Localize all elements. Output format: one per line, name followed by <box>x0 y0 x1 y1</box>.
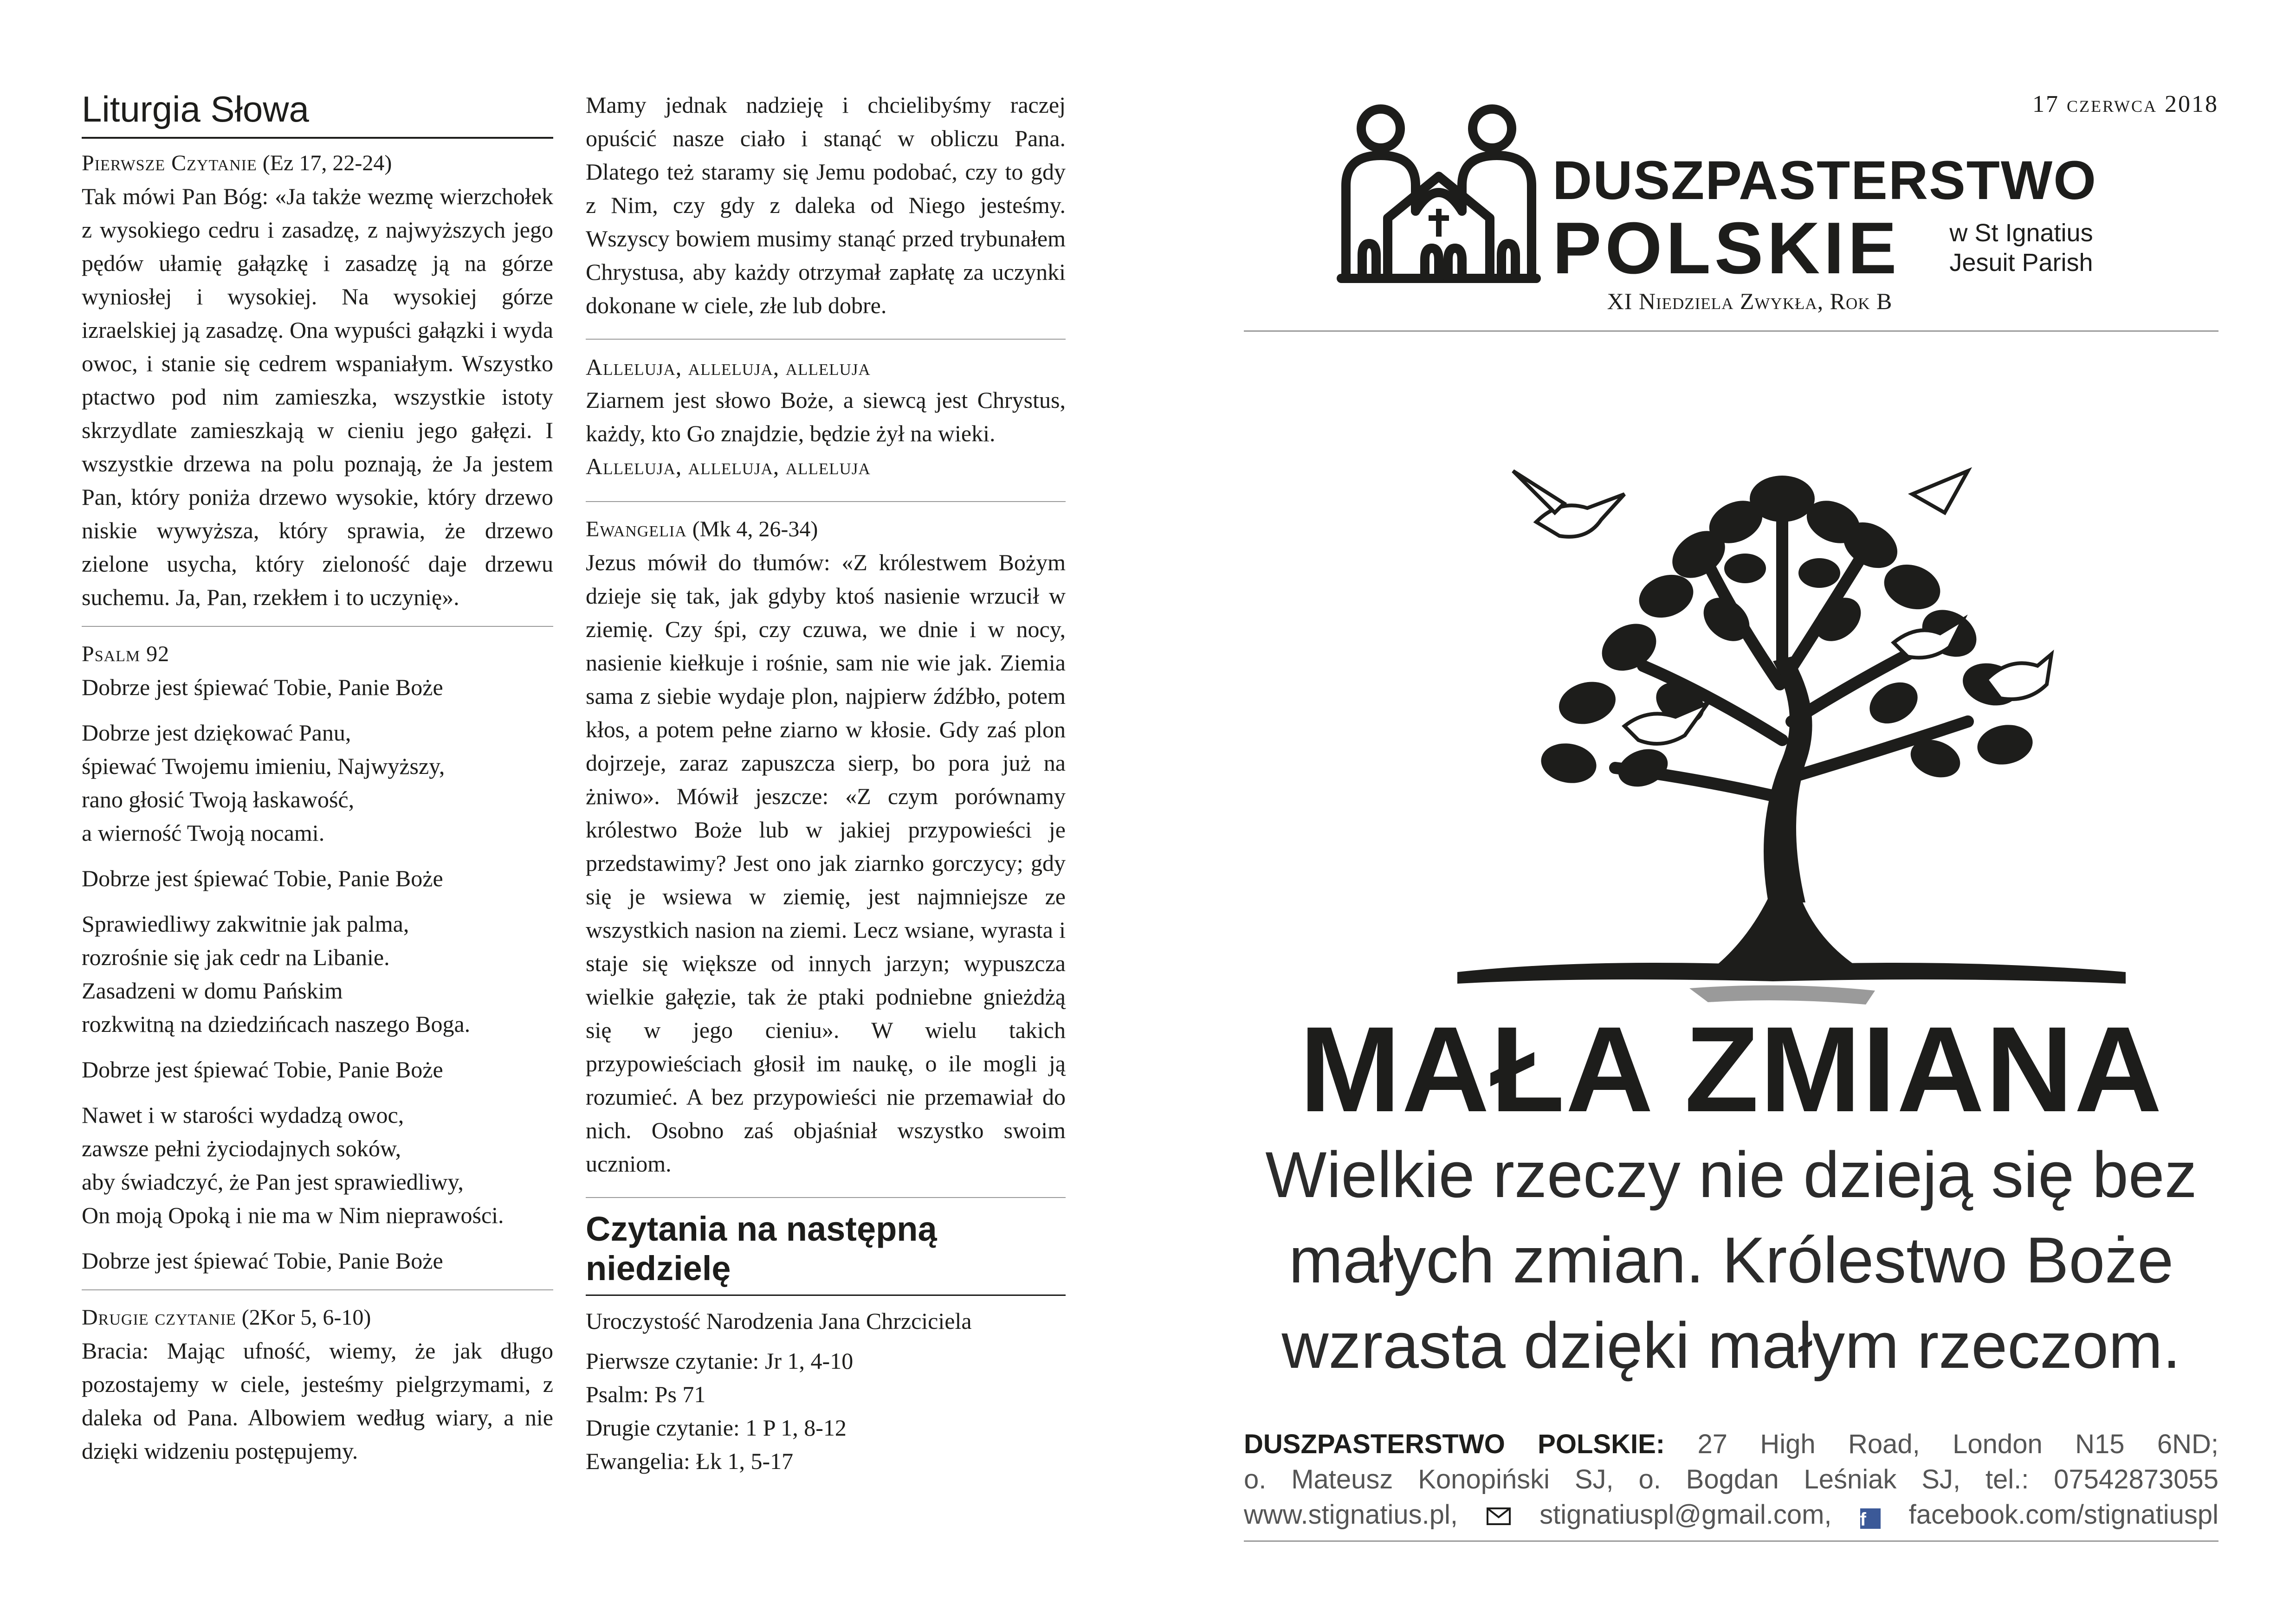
headline: MAŁA ZMIANA <box>1299 1001 2163 1137</box>
email-link[interactable] <box>1486 1500 1860 1530</box>
facebook-icon: f <box>1860 1508 1881 1529</box>
tagline: Wielkie rzeczy nie dzieją się bez małych zmian. Królestwo Boże wzrasta dzięki małym rzeczom. <box>1265 1138 2197 1382</box>
reading2-continued: Mamy jednak nadzieję i chcielibyśmy raczej opuścić nasze ciało i stanąć w obliczu Pana. Dlatego też staramy się Jemu podobać, czy to gdy z Nim, czy gdy z daleka od Niego jesteśmy. Wszyscy bowiem musimy stanąć przed trybunałem Chrystusa, aby każdy otrzymał zapłatę za uczynki dokonane w ciele, złe lub dobre. <box>586 92 1066 318</box>
liturgy-title: Liturgia Słowa <box>82 88 553 139</box>
psalm-line: aby świadczyć, że Pan jest sprawiedliwy, <box>82 1169 464 1195</box>
divider <box>82 626 553 627</box>
next-reading-item: Pierwsze czytanie: Jr 1, 4-10 <box>586 1348 854 1374</box>
alleluia-text: Ziarnem jest słowo Boże, a siewcą jest Chrystus, każdy, kto Go znajdzie, będzie żył na wieki. <box>586 387 1066 446</box>
gospel-text: Jezus mówił do tłumów: «Z królestwem Bożym dzieje się tak, jak gdyby ktoś nasienie wrzucił w ziemię. Czy śpi, czy czuwa, we dnie i w nocy, nasienie kiełkuje i rośnie, sam nie wie jak. Ziemia sama z siebie wydaje plon, najpierw źdźbło, potem kłos, a potem pełne ziarno w kłosie. Gdy zaś plon dojrzeje, zaraz zapuszcza sierp, bo pora już na żniwo». Mówił jeszcze: «Z czym porównamy królestwo Boże lub w jakiej przypowieści je przedstawimy? Jest ono jak ziarnko gorczycy; gdy się je wsiewa w ziemię, jest najmniejsze ze wszystkich nasion na ziemi. Lecz wsiane, wyrasta i staje się większe od innych jarzyn; wypuszcza wielkie gałęzie, tak że ptaki podniebne gnieżdżą się w jego cieniu». W wielu takich przypowieściach głosił im naukę, o ile mogli ją rozumieć. A bez przypowieści nie przemawiał do nich. Osobno zaś objaśniał wszystko swoim uczniom. <box>586 549 1066 1177</box>
contact-line-address <box>1244 1427 2218 1462</box>
alleluia-label: Alleluja, alleluja, alleluja <box>586 354 871 380</box>
reading1-ref: (Ez 17, 22-24) <box>262 151 392 175</box>
gospel-header <box>586 513 1066 546</box>
reading1-text: Tak mówi Pan Bóg: «Ja także wezmę wierzchołek z wysokiego cedru i zasadzę, z najwyższych jego pędów ułamię gałązkę i zasadzę ją na górze wyniosłej i wysokiej. Na wysokiej górze izraelskiej ją zasadzę. Ona wypuści gałązki i wyda owoc, i stanie się cedrem wspaniałym. Wszystko ptactwo pod nim zamieszka, wszystkie istoty skrzydlate zamieszkają w cieniu jego gałęzi. I wszystkie drzewa na polu poznają, że Ja jestem Pan, który poniża drzewo wysokie, który drzewo niskie wywyższa, który sprawia, że drzewo zielone usycha, który zieloność daje drzewu suchemu. Ja, Pan, rzekłem i to uczynię». <box>82 183 553 610</box>
psalm-line: On moją Opoką i nie ma w Nim nieprawości. <box>82 1202 504 1228</box>
contact-block <box>1244 1427 2218 1533</box>
alleluia-closing: Alleluja, alleluja, alleluja <box>586 453 871 479</box>
divider <box>82 1289 553 1290</box>
gospel-ref: (Mk 4, 26-34) <box>692 517 818 541</box>
middle-column <box>586 88 1066 1478</box>
reading2-label: Drugie czytanie <box>82 1305 236 1330</box>
psalm-line: zawsze pełni życiodajnych soków, <box>82 1135 401 1161</box>
brand-parish-line1: w St Ignatius <box>1949 219 2093 247</box>
reading1-label: Pierwsze Czytanie <box>82 151 257 175</box>
contact-line-links <box>1244 1497 2218 1533</box>
next-reading-item: Psalm: Ps 71 <box>586 1381 706 1407</box>
website-link[interactable]: www.stignatius.pl, <box>1244 1500 1458 1530</box>
facebook-text: facebook.com/stignatiuspl <box>1908 1500 2218 1530</box>
psalm-line: Dobrze jest dziękować Panu, <box>82 720 351 746</box>
liturgical-day: XI Niedziela Zwykła, Rok B <box>1607 288 1893 314</box>
issue-date: 17 czerwca 2018 <box>2032 91 2218 117</box>
brand-parish <box>1933 218 2109 277</box>
contact-priests: o. Mateusz Konopiński SJ, o. Bogdan Leśniak SJ, tel.: 07542873055 <box>1244 1464 2218 1494</box>
brand-name-line1: DUSZPASTERSTWO <box>1552 150 2097 211</box>
email-text: stignatiuspl@gmail.com, <box>1539 1500 1832 1530</box>
tree-with-birds-icon <box>1448 443 2135 1028</box>
reading1-header <box>82 147 553 180</box>
brand-name-line2: POLSKIE <box>1552 207 1901 289</box>
psalm-line: rozrośnie się jak cedr na Libanie. <box>82 944 390 970</box>
divider <box>586 501 1066 502</box>
left-column <box>82 88 553 1468</box>
next-occasion: Uroczystość Narodzenia Jana Chrzciciela <box>586 1308 972 1334</box>
psalm-line: a wierność Twoją nocami. <box>82 820 325 846</box>
psalm-line: rozkwitną na dziedzińcach naszego Boga. <box>82 1011 471 1037</box>
psalm-line: rano głosić Twoją łaskawość, <box>82 786 355 812</box>
psalm-refrain: Dobrze jest śpiewać Tobie, Panie Boże <box>82 1248 443 1274</box>
contact-divider <box>1244 1540 2218 1542</box>
next-reading-item: Ewangelia: Łk 1, 5-17 <box>586 1448 794 1474</box>
brand-parish-line2: Jesuit Parish <box>1949 249 2093 277</box>
reading2-text: Bracia: Mając ufność, wiemy, że jak długo pozostajemy w ciele, jesteśmy pielgrzymami, z daleka od Pana. Albowiem według wiary, a nie dzięki widzeniu postępujemy. <box>82 1338 553 1464</box>
psalm-line: Sprawiedliwy zakwitnie jak palma, <box>82 911 409 937</box>
contact-address: 27 High Road, London N15 6ND; <box>1697 1429 2218 1459</box>
psalm-label: Psalm 92 <box>82 642 170 666</box>
psalm-line: śpiewać Twojemu imieniu, Najwyższy, <box>82 753 445 779</box>
psalm-line: Nawet i w starości wydadzą owoc, <box>82 1102 404 1128</box>
psalm-refrain: Dobrze jest śpiewać Tobie, Panie Boże <box>82 865 443 891</box>
masthead-divider <box>1244 330 2218 332</box>
psalm-line: Zasadzeni w domu Pańskim <box>82 978 343 1004</box>
church-logo-icon <box>1337 100 1541 285</box>
reading2-ref: (2Kor 5, 6-10) <box>241 1305 371 1330</box>
reading2-header <box>82 1301 553 1334</box>
gospel-label: Ewangelia <box>586 517 687 541</box>
divider <box>586 339 1066 340</box>
psalm-refrain: Dobrze jest śpiewać Tobie, Panie Boże <box>82 1056 443 1082</box>
facebook-link[interactable] <box>1860 1500 2218 1530</box>
psalm-refrain: Dobrze jest śpiewać Tobie, Panie Boże <box>82 674 443 700</box>
next-readings-title: Czytania na następną niedzielę <box>586 1209 1066 1296</box>
contact-org: DUSZPASTERSTWO POLSKIE: <box>1244 1429 1665 1459</box>
divider <box>586 1197 1066 1198</box>
envelope-icon <box>1486 1507 1511 1526</box>
next-reading-item: Drugie czytanie: 1 P 1, 8-12 <box>586 1415 847 1441</box>
